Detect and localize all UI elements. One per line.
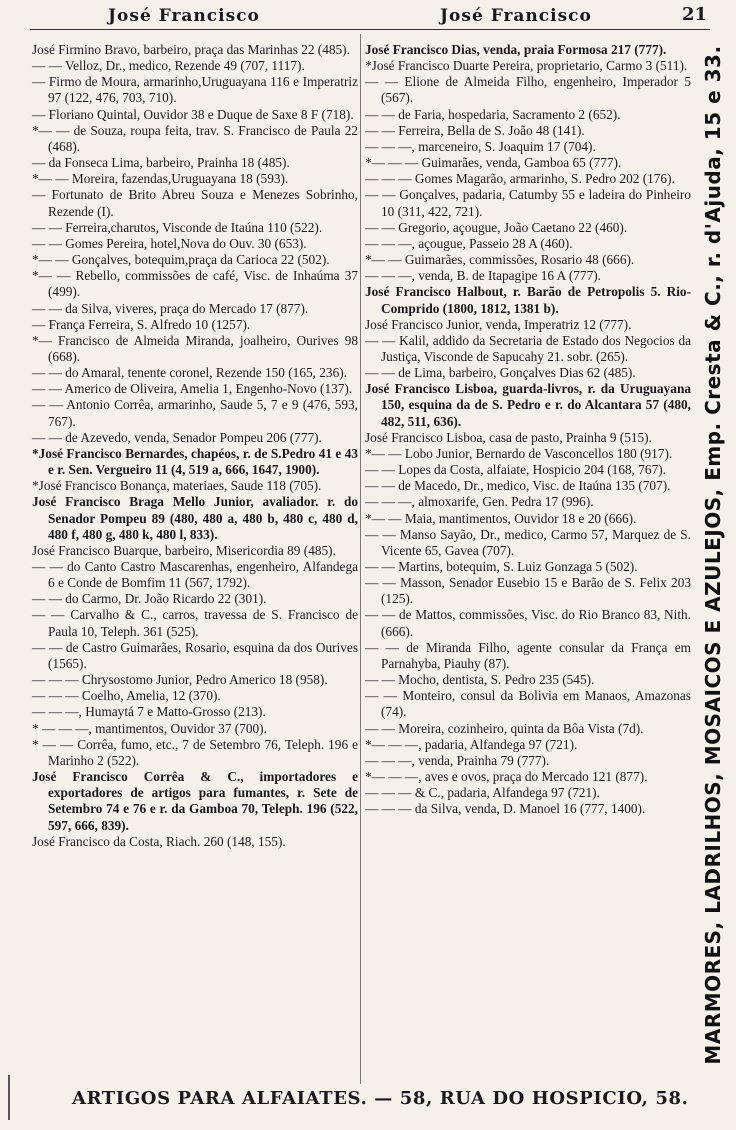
directory-entry: José Francisco Lisboa, casa de pasto, Prainha 9 (515). [365, 429, 652, 445]
directory-entry: — — Mocho, dentista, S. Pedro 235 (545). [365, 672, 595, 688]
side-advertisement [690, 30, 736, 1080]
directory-entry: — França Ferreira, S. Alfredo 10 (1257). [32, 316, 251, 332]
directory-entry: — — Ferreira,charutos, Visconde de Itaúna 110 (522). [32, 219, 323, 235]
directory-entry: *— Francisco de Almeida Miranda, joalheiro, Ourives 98 (668). [32, 332, 358, 364]
side-advertisement-text: MARMORES, LADRILHOS, MOSAICOS E AZULEJOS, Emp. Cresta & C., r. d'Ajuda, 15 e 33. [701, 45, 725, 1065]
directory-entry: — — Gregorio, açougue, João Caetano 22 (460). [365, 219, 628, 235]
directory-entry: — — do Amaral, tenente coronel, Rezende 150 (165, 236). [32, 365, 347, 381]
left-column [32, 42, 358, 850]
directory-entry: — — — & C., padaria, Alfandega 97 (721). [365, 785, 600, 801]
footer-advertisement: ARTIGOS PARA ALFAIATES. — 58, RUA DO HOSPICIO, 58. [72, 1088, 689, 1109]
directory-entry: José Francisco Dias, venda, praia Formosa 217 (777). [365, 42, 667, 57]
directory-entry: José Francisco Braga Mello Junior, avaliador. r. do Senador Pompeu 89 (480, 480 a, 480 b, 480 c, 480 d, 480 f, 480 g, 480 k, 480 l, 833). [32, 494, 358, 542]
directory-entry: — — Antonio Corrêa, armarinho, Saude 5, 7 e 9 (476, 593, 767). [32, 397, 358, 429]
directory-entry: — — Elione de Almeida Filho, engenheiro, Imperador 5 (567). [365, 74, 691, 106]
directory-entry: José Francisco Corrêa & C., importadores e exportadores de artigos para fumantes, r. Sete de Setembro 74 e 76 e r. da Gamboa 70, Teleph. 196 (522, 597, 666, 839). [32, 769, 358, 833]
directory-entry: — — de Macedo, Dr., medico, Visc. de Itaúna 135 (707). [365, 478, 671, 494]
directory-entry: — — Velloz, Dr., medico, Rezende 49 (707, 1117). [32, 58, 305, 74]
directory-entry: — — Americo de Oliveira, Amelia 1, Engenho-Novo (137). [32, 381, 353, 397]
directory-entry: — — de Miranda Filho, agente consular da França em Parnahyba, Piauhy (87). [365, 639, 691, 671]
directory-entry: — — — da Silva, venda, D. Manoel 16 (777, 1400). [365, 801, 646, 817]
directory-entry: José Francisco Halbout, r. Barão de Petropolis 5. Rio-Comprido (1800, 1812, 1381 b). [365, 284, 691, 316]
directory-entry: — — Lopes da Costa, alfaiate, Hospicio 204 (168, 767). [365, 462, 666, 478]
directory-entry: — Floriano Quintal, Ouvidor 38 e Duque de Saxe 8 F (718). [32, 106, 354, 122]
directory-entry: *— — Moreira, fazendas,Uruguayana 18 (593). [32, 171, 289, 187]
directory-entry: — — — Chrysostomo Junior, Pedro Americo 18 (958). [32, 672, 328, 688]
directory-entry: *— — Lobo Junior, Bernardo de Vasconcellos 180 (917). [365, 445, 673, 461]
directory-entry: — da Fonseca Lima, barbeiro, Prainha 18 (485). [32, 155, 290, 171]
directory-entry: *José Francisco Bernardes, chapéos, r. de S.Pedro 41 e 43 e r. Sen. Vergueiro 11 (4, 519 a, 666, 1647, 1900). [32, 445, 358, 478]
directory-entry: *— — Guimarães, commissões, Rosario 48 (666). [365, 252, 635, 268]
directory-entry: — — Gomes Pereira, hotel,Nova do Ouv. 30 (653). [32, 235, 307, 251]
directory-entry: — — Monteiro, consul da Bolivia em Manaos, Amazonas (74). [365, 688, 691, 720]
directory-entry: *José Francisco Bonança, materiaes, Saude 118 (705). [32, 478, 322, 494]
right-column [365, 42, 691, 818]
page-number: 21 [682, 4, 708, 25]
directory-entry: — — do Canto Castro Mascarenhas, engenheiro, Alfandega 6 e Conde de Bomfim 11 (567, 1792). [32, 559, 358, 591]
directory-entry: — — —, açougue, Passeio 28 A (460). [365, 235, 573, 251]
directory-entry: — — de Castro Guimarães, Rosario, esquina da dos Ourives (1565). [32, 639, 358, 671]
directory-entry: — — Gonçalves, padaria, Catumby 55 e ladeira do Pinheiro 10 (311, 422, 721). [365, 187, 691, 219]
directory-entry: — — —, almoxarife, Gen. Pedra 17 (996). [365, 494, 594, 510]
directory-entry: — — Carvalho & C., carros, travessa de S. Francisco de Paula 10, Teleph. 361 (525). [32, 607, 358, 639]
directory-entry: *— — de Souza, roupa feita, trav. S. Francisco de Paula 22 (468). [32, 122, 358, 154]
directory-entry: — — —, venda, Prainha 79 (777). [365, 752, 550, 768]
directory-entry: *— — Maia, mantimentos, Ouvidor 18 e 20 (666). [365, 510, 637, 526]
directory-entry: *— — —, padaria, Alfandega 97 (721). [365, 736, 578, 752]
directory-entry: — — de Azevedo, venda, Senador Pompeu 206 (777). [32, 429, 322, 445]
header-rule [30, 29, 710, 30]
directory-entry: José Francisco Buarque, barbeiro, Misericordia 89 (485). [32, 542, 336, 558]
directory-entry: José Francisco Lisboa, guarda-livros, r. da Uruguayana 150, esquina da de S. Pedro e r. do Alcantara 57 (480, 482, 511, 636). [365, 381, 691, 429]
directory-entry: — — Manso Sayão, Dr., medico, Carmo 57, Marquez de S. Vicente 65, Gavea (707). [365, 526, 691, 558]
directory-entry: — — — Coelho, Amelia, 12 (370). [32, 688, 221, 704]
directory-entry: — — Ferreira, Bella de S. João 48 (141). [365, 122, 585, 138]
directory-entry: — — —, marceneiro, S. Joaquim 17 (704). [365, 138, 596, 154]
directory-entry: — — —, venda, B. de Itapagipe 16 A (777). [365, 268, 601, 284]
directory-entry: *José Francisco Duarte Pereira, proprietario, Carmo 3 (511). [365, 58, 688, 74]
directory-entry: *— — — Guimarães, venda, Gamboa 65 (777). [365, 155, 622, 171]
directory-entry: — — de Faria, hospedaria, Sacramento 2 (652). [365, 106, 621, 122]
directory-entry: — — Martins, botequim, S. Luiz Gonzaga 5 (502). [365, 559, 638, 574]
directory-entry: José Francisco da Costa, Riach. 260 (148, 155). [32, 833, 286, 849]
directory-entry: — — do Carmo, Dr. João Ricardo 22 (301). [32, 591, 267, 607]
directory-entry: José Francisco Junior, venda, Imperatriz 12 (777). [365, 316, 632, 332]
directory-entry: — — Kalil, addido da Secretaria de Estado dos Negocios da Justiça, Visconde de Sapucahy 21. sobr. (265). [365, 332, 691, 364]
directory-entry: — — Masson, Senador Eusebio 15 e Barão de S. Felix 203 (125). [365, 575, 691, 607]
directory-entry: — — —, Humaytá 7 e Matto-Grosso (213). [32, 704, 266, 720]
directory-entry: — — Moreira, cozinheiro, quinta da Bôa Vista (7d). [365, 720, 644, 736]
directory-entry: *— — —, aves e ovos, praça do Mercado 121 (877). [365, 769, 648, 785]
page-header [30, 4, 710, 30]
directory-entry: *— — Rebello, commissões de café, Visc. de Inhaúma 37 (499). [32, 268, 358, 300]
directory-entry: — — — Gomes Magarão, armarinho, S. Pedro 202 (176). [365, 171, 675, 187]
directory-entry: — — de Lima, barbeiro, Gonçalves Dias 62 (485). [365, 365, 636, 381]
margin-mark [8, 1075, 10, 1120]
directory-entry: * — — Corrêa, fumo, etc., 7 de Setembro 76, Teleph. 196 e Marinho 2 (522). [32, 736, 358, 768]
directory-entry: * — — —, mantimentos, Ouvidor 37 (700). [32, 720, 267, 736]
header-left-title: José Francisco [108, 6, 260, 26]
directory-entry: — Firmo de Moura, armarinho,Uruguayana 116 e Imperatriz 97 (122, 476, 703, 710). [32, 74, 358, 106]
directory-entry: — — da Silva, viveres, praça do Mercado 17 (877). [32, 300, 309, 316]
directory-entry: *— — Gonçalves, botequim,praça da Carioca 22 (502). [32, 252, 330, 268]
directory-entry: José Firmino Bravo, barbeiro, praça das Marinhas 22 (485). [32, 42, 350, 57]
column-divider [360, 34, 361, 1084]
header-right-title: José Francisco [440, 6, 592, 26]
directory-entry: — — de Mattos, commissões, Visc. do Rio Branco 83, Nith. (666). [365, 607, 691, 639]
directory-entry: — Fortunato de Brito Abreu Souza e Menezes Sobrinho, Rezende (I). [32, 187, 358, 219]
